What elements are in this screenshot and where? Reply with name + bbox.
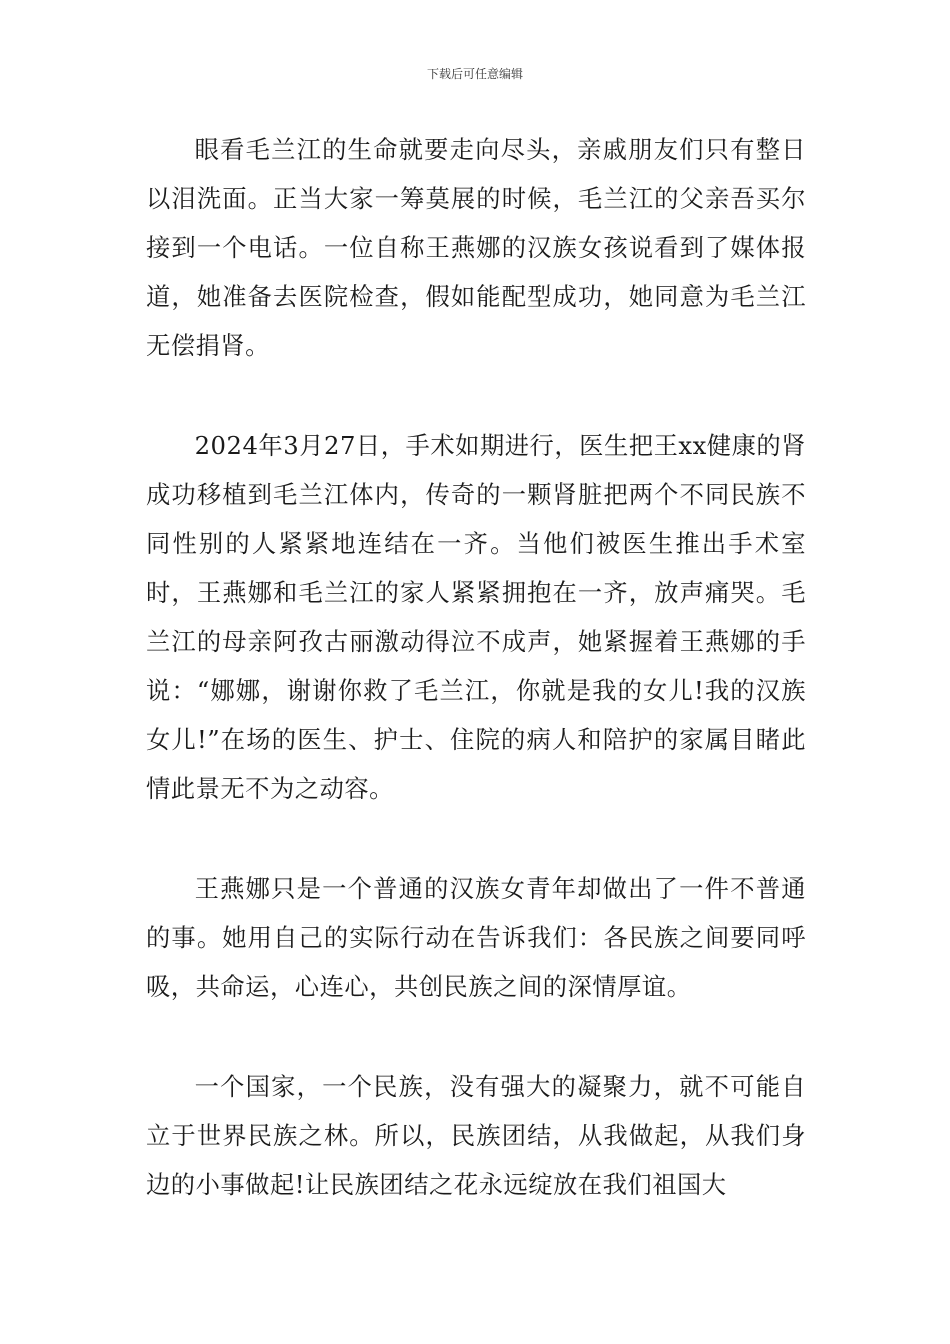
paragraph: 王燕娜只是一个普通的汉族女青年却做出了一件不普通的事。她用自己的实际行动在告诉我们：各民族之间要同呼吸，共命运，心连心，共创民族之间的深情厚谊。 bbox=[146, 874, 806, 1001]
paragraph: 一个国家，一个民族，没有强大的凝聚力，就不可能自立于世界民族之林。所以，民族团结，从我做起，从我们身边的小事做起!让民族团结之花永远绽放在我们祖国大 bbox=[146, 1072, 806, 1199]
paragraph: 2024年3月27日，手术如期进行，医生把王xx健康的肾成功移植到毛兰江体内，传奇的一颗肾脏把两个不同民族不同性别的人紧紧地连结在一齐。当他们被医生推出手术室时，王燕娜和毛兰江的家人紧紧拥抱在一齐，放声痛哭。毛兰江的母亲阿孜古丽激动得泣不成声，她紧握着王燕娜的手说：“娜娜，谢谢你救了毛兰江，你就是我的女儿!我的汉族女儿!”在场的医生、护士、住院的病人和陪护的家属目睹此情此景无不为之动容。 bbox=[146, 431, 806, 803]
page-header: 下载后可任意编辑 bbox=[426, 67, 523, 81]
document-body bbox=[146, 125, 806, 1209]
paragraph: 眼看毛兰江的生命就要走向尽头，亲戚朋友们只有整日以泪洗面。正当大家一筹莫展的时候，毛兰江的父亲吾买尔接到一个电话。一位自称王燕娜的汉族女孩说看到了媒体报道，她准备去医院检查，假如能配型成功，她同意为毛兰江无偿捐肾。 bbox=[146, 135, 806, 360]
